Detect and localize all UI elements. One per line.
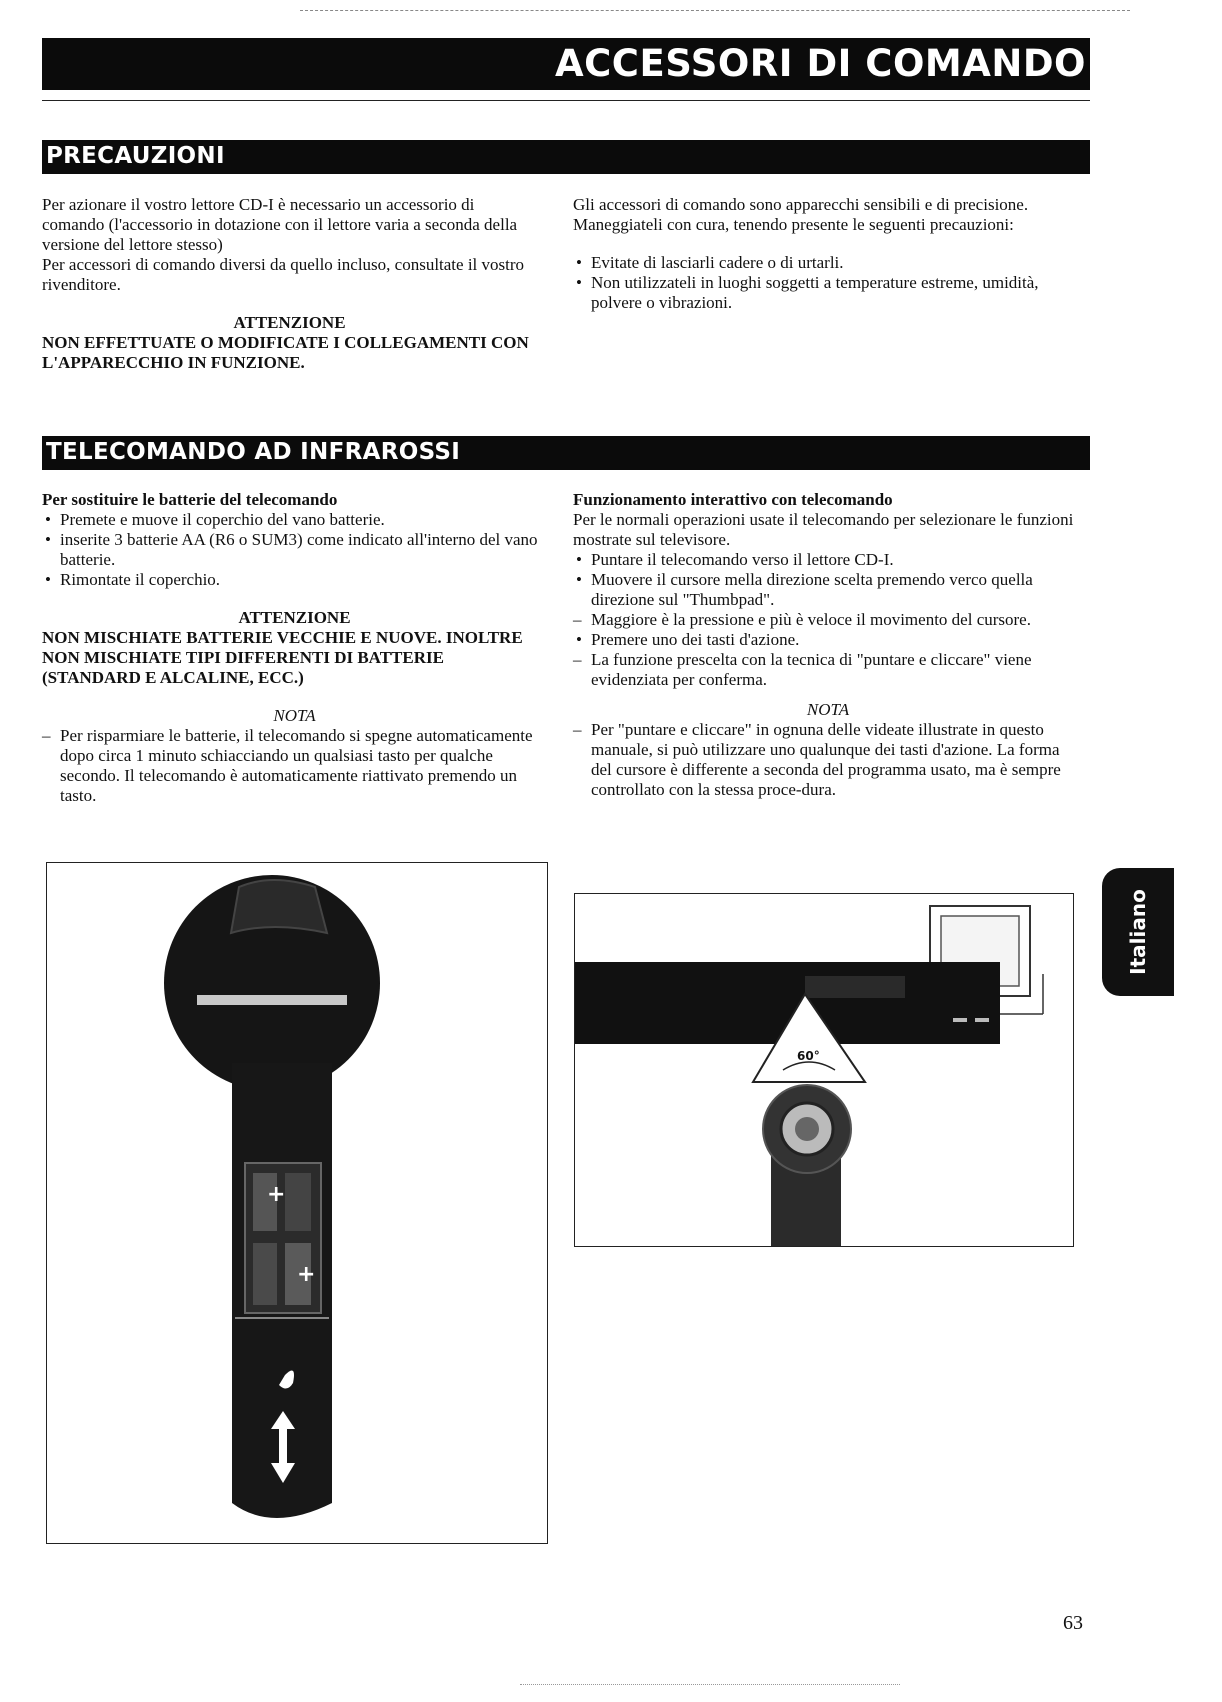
precauzioni-attention-text: NON EFFETTUATE O MODIFICATE I COLLEGAMENTI CON L'APPARECCHIO IN FUNZIONE. [42,333,529,372]
precauzioni-attention-title: ATTENZIONE [233,313,346,332]
remote-battery-illustration [47,863,547,1543]
interactive-nota-title: NOTA [806,700,850,719]
page-number: 63 [1063,1612,1083,1634]
list-item: • Puntare il telecomando verso il lettore CD-I. [573,550,1083,570]
header-rule [42,100,1090,101]
list-item: • Premete e muove il coperchio del vano batterie. [42,510,547,530]
battery-steps-list [42,510,547,590]
list-item: • Muovere il cursore mella direzione scelta premendo verco quella direzione sul "Thumbpad". [573,570,1083,610]
bottom-scan-line [520,1684,900,1685]
battery-subheading: Per sostituire le batterie del telecomando [42,490,338,509]
remote-highlight [197,995,347,1005]
thumbpad-center [795,1117,819,1141]
battery-attention-title: ATTENZIONE [238,608,351,627]
list-item: • Premere uno dei tasti d'azione. [573,630,1083,650]
top-scan-line [300,10,1130,11]
precauzioni-left-p2: Per accessori di comando diversi da quello incluso, consultate il vostro rivenditore. [42,255,525,294]
angle-label: 60° [797,1049,820,1063]
section-precauzioni-heading: PRECAUZIONI [46,143,225,169]
section-telecomando-bar [42,436,1090,470]
list-item: • inserite 3 batterie AA (R6 o SUM3) come indicato all'interno del vano batterie. [42,530,547,570]
battery-nota-text: – Per risparmiare le batterie, il telecomando si spegne automaticamente dopo circa 1 minuto schiacciando un qualsiasi tasto per qualche secondo. Il telecomando è automaticamente riattivato premendo un tasto. [42,726,547,806]
telecomando-right-column [573,490,1083,800]
list-item: • Non utilizzateli in luoghi soggetti a temperature estreme, umidità, polvere o vibrazioni. [573,273,1078,313]
list-item: • Rimontate il coperchio. [42,570,547,590]
battery-2 [285,1173,311,1231]
precauzioni-right-p1: Gli accessori di comando sono apparecchi sensibili e di precisione. Maneggiateli con cura, tenendo presente le seguenti precauzioni: [573,195,1029,234]
precauzioni-right-column [573,195,1078,313]
language-tab [1102,868,1174,996]
interactive-nota-text: – Per "puntare e cliccare" in ognuna delle videate illustrate in questo manuale, si può utilizzare uno qualunque dei tasti d'azione. La forma del cursore è differente a seconda del programma usato, ma è sempre controllato con la stessa proce-dura. [573,720,1083,800]
player-display [805,976,905,998]
precauzioni-bullet-list [573,253,1078,313]
precauzioni-left-p1: Per azionare il vostro lettore CD-I è necessario un accessorio di comando (l'accessorio in dotazione con il lettore varia a seconda della versione del lettore stesso) [42,195,518,254]
list-item: – Maggiore è la pressione e più è veloce il movimento del cursore. [573,610,1083,630]
remote-pointing-illustration [575,894,1073,1246]
list-item: • Evitate di lasciarli cadere o di urtarli. [573,253,1078,273]
battery-3 [253,1243,277,1305]
player-button-1 [953,1018,967,1022]
battery-plus-2: + [297,1262,316,1287]
interactive-steps-list [573,550,1083,690]
section-precauzioni-bar [42,140,1090,174]
page-title: ACCESSORI DI COMANDO [555,42,1086,85]
page-header-bar [42,38,1090,90]
player-button-2 [975,1018,989,1022]
remote-pointing-figure [574,893,1074,1247]
battery-nota-title: NOTA [273,706,316,725]
list-item: – La funzione prescelta con la tecnica di "puntare e cliccare" viene evidenziata per conferma. [573,650,1083,690]
remote-battery-figure [46,862,548,1544]
language-tab-label: Italiano [1126,889,1150,975]
interactive-intro: Per le normali operazioni usate il telecomando per selezionare le funzioni mostrate sul televisore. [573,510,1074,549]
telecomando-left-column [42,490,547,806]
battery-nota-list [42,726,547,806]
battery-attention-text: NON MISCHIATE BATTERIE VECCHIE E NUOVE. INOLTRE NON MISCHIATE TIPI DIFFERENTI DI BATTERIE (STANDARD E ALCALINE, ECC.) [42,628,523,687]
precauzioni-left-column [42,195,537,373]
remote-top-cap [231,880,327,933]
battery-plus-1: + [267,1182,286,1207]
interactive-subheading: Funzionamento interattivo con telecomando [573,490,893,509]
section-telecomando-heading: TELECOMANDO AD INFRAROSSI [46,439,461,465]
interactive-nota-list [573,720,1083,800]
